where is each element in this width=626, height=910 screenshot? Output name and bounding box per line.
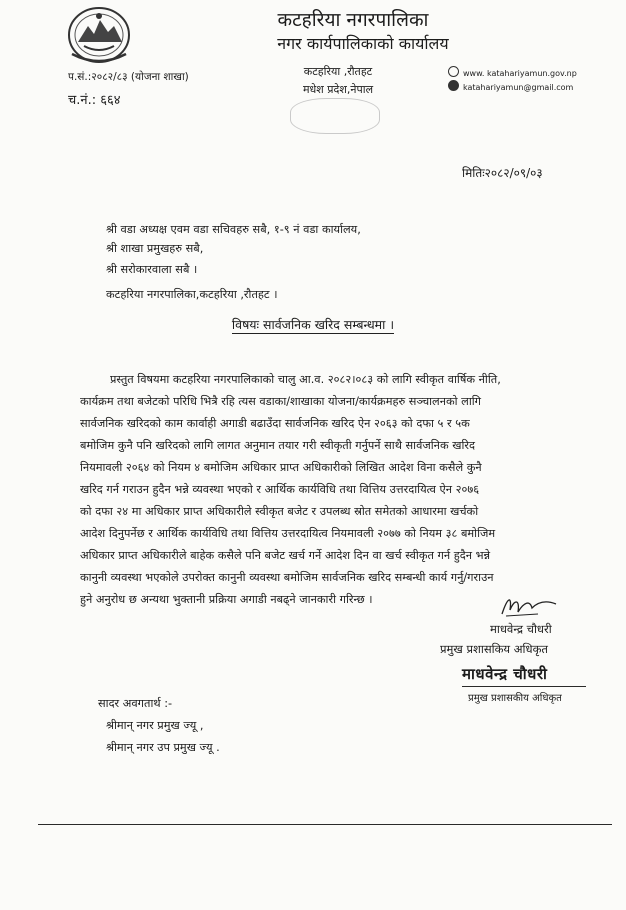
recipient-line: श्री शाखा प्रमुखहरु सबै, [106, 242, 204, 255]
website-row [448, 66, 577, 78]
body-line: आदेश दिनुपर्नेछ र आर्थिक कार्यविधि तथा वित्तिय उत्तरदायित्व नियमावली २०७७ को नियम ३८ बमोजिम [80, 527, 496, 540]
cc-heading: सादर अवगतार्थ :- [98, 697, 173, 710]
address-line-2: मधेश प्रदेश,नेपाल [302, 83, 374, 96]
office-name: नगर कार्यपालिकाको कार्यालय [277, 34, 449, 53]
globe-icon [448, 66, 459, 77]
handwritten-signature [498, 592, 560, 620]
subject-line [0, 316, 626, 333]
body-line: सार्वजनिक खरिदको काम कार्वाही अगाडी बढाउँदा सार्वजनिक खरिद ऐन २०६३ को दफा ५ र ५क [80, 417, 470, 430]
cc-item: श्रीमान् नगर उप प्रमुख ज्यू . [106, 741, 220, 754]
body-line: खरिद गर्न गराउन हुदैन भन्ने व्यवस्था भएको र आर्थिक कार्यविधि तथा वित्तिय उत्तरदायित्व ऐन २०७६ [80, 483, 480, 496]
name-stamp: माधवेन्द्र चौधरी [462, 665, 548, 683]
subject-text: विषयः सार्वजनिक खरिद सम्बन्धमा । [231, 317, 395, 332]
website-text: www. katahariyamun.gov.np [463, 69, 577, 78]
municipality-name: कटहरिया नगरपालिका [277, 9, 429, 31]
recipient-line: श्री वडा अध्यक्ष एवम वडा सचिवहरु सबै, १-९ नं वडा कार्यालय, [106, 223, 361, 236]
recipient-line: कटहरिया नगरपालिका,कटहरिया ,रौतहट । [106, 288, 278, 301]
signatory-name: माधवेन्द्र चौधरी [490, 622, 552, 636]
received-stamp [290, 98, 380, 134]
body-line: अधिकार प्राप्त अधिकारीले बाहेक कसैले पनि बजेट खर्च गर्ने आदेश दिन वा खर्च स्वीकृत गर्न हुदैन भन्ने [80, 549, 491, 562]
recipient-line: श्री सरोकारवाला सबै । [106, 263, 198, 276]
body-line: बमोजिम कुनै पनि खरिदको लागि लागत अनुमान तयार गरी स्वीकृती गर्नुपर्ने साथै सार्वजनिक खरिद [80, 439, 476, 452]
body-line: को दफा २४ मा अधिकार प्राप्त अधिकारीले स्वीकृत बजेट र उपलब्ध स्रोत समेतको आधारमा खर्चको [80, 505, 479, 518]
footer-divider [38, 824, 612, 825]
address-line-1: कटहरिया ,रौतहट [303, 65, 373, 78]
body-line: नियमावली २०६४ को नियम ४ बमोजिम अधिकार प्राप्त अधिकारीको लिखित आदेश विना कसैले कुनै [80, 461, 482, 474]
letter-date: मितिः२०८२/०९/०३ [462, 166, 543, 180]
signatory-title: प्रमुख प्रशासकिय अधिकृत [440, 642, 548, 656]
email-row [448, 80, 573, 92]
title-stamp: प्रमुख प्रशासकीय अधिकृत [468, 693, 562, 704]
cc-item: श्रीमान् नगर प्रमुख ज्यू , [106, 719, 204, 732]
body-line: कानुनी व्यवस्था भएकोले उपरोक्त कानुनी व्यवस्था बमोजिम सार्वजनिक खरिद सम्बन्धी कार्य गर्नु/गराउन [80, 571, 494, 584]
body-line: प्रस्तुत विषयमा कटहरिया नगरपालिकाको चालु आ.व. २०८२।०८३ को लागि स्वीकृत वार्षिक नीति, [110, 373, 501, 386]
body-line: कार्यक्रम तथा बजेटको परिधि भित्रै रहि त्यस वडाका/शाखाका योजना/कार्यक्रमहरु सञ्चालनको लागि [80, 395, 482, 408]
dispatch-number: च.नं.: ६६४ [68, 93, 121, 108]
body-line: हुने अनुरोध छ अन्यथा भुक्तानी प्रक्रिया अगाडी नबढ्ने जानकारी गरिन्छ । [80, 593, 373, 606]
name-stamp-rule [462, 686, 586, 687]
reference-number: प.सं.:२०८२/८३ (योजना शाखा) [68, 71, 189, 83]
email-text: katahariyamun@gmail.com [463, 83, 574, 92]
email-icon [448, 80, 459, 91]
